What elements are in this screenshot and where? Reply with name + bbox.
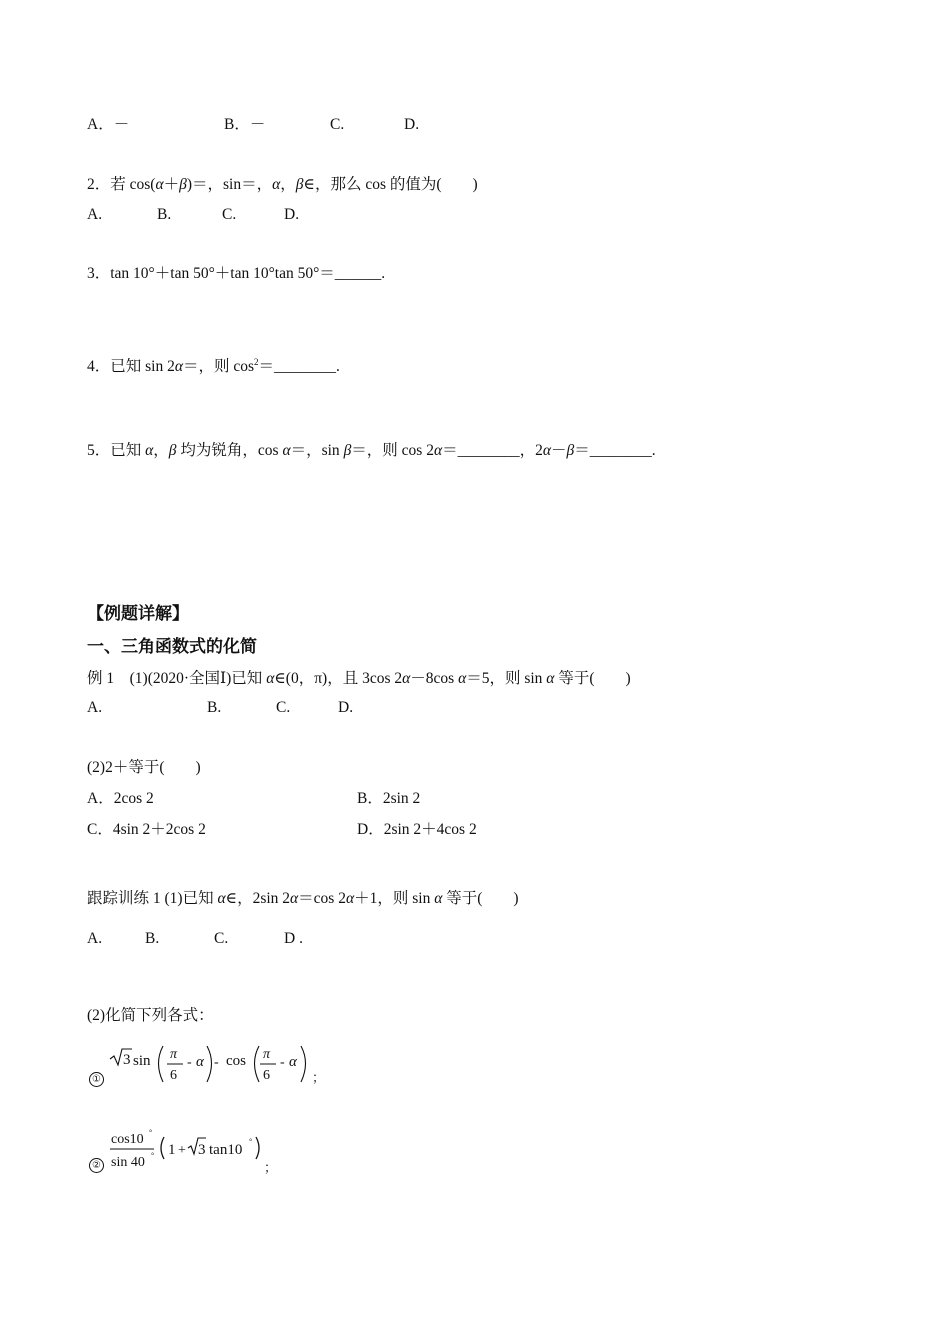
formula2-deg-3: ° [249, 1137, 253, 1146]
formula1-number: ① [89, 1068, 104, 1088]
formula1-den-2: 6 [263, 1068, 270, 1083]
formula1-minus-3: - [280, 1055, 285, 1070]
practice1-option-a: A. [87, 930, 103, 947]
formula2-one: 1 [168, 1142, 176, 1158]
q1-option-b: B．－ [224, 116, 266, 133]
formula2-sqrt-arg: 3 [198, 1142, 206, 1158]
formula2 [108, 1124, 288, 1176]
formula1-sqrt-arg: 3 [123, 1052, 131, 1068]
formula1-sin: sin [133, 1053, 151, 1069]
paren-left [159, 1046, 164, 1082]
formula2-end: ； [264, 1160, 278, 1175]
paren-left-2 [255, 1046, 260, 1082]
example1-option-d: D. [338, 699, 354, 716]
practice1-stem: 跟踪训练 1 (1)已知 α∈，2sin 2α＝cos 2α＋1，则 sin α 等于( ) [87, 890, 519, 907]
formula1 [108, 1038, 328, 1088]
example1-2-option-a: A．2cos 2 [87, 790, 154, 807]
formula2-num: cos10 [111, 1132, 144, 1147]
example1-2-option-d: D．2sin 2＋4cos 2 [357, 821, 477, 838]
formula2-deg-1: ° [149, 1128, 153, 1137]
example1-2-stem: (2)2＋等于( ) [87, 759, 201, 776]
formula1-minus-2: - [214, 1055, 219, 1070]
paren-right-2 [301, 1046, 306, 1082]
paren-left-3 [161, 1137, 164, 1159]
example1-option-a: A. [87, 699, 103, 716]
formula1-alpha-2: α [289, 1054, 297, 1070]
formula1-cos: cos [226, 1053, 246, 1069]
q4-stem: 4．已知 sin 2α＝，则 $\cos^2=\_\_\_\_\_\_\_\_$. [87, 357, 340, 376]
example1-stem: 例 1 (1)(2020·全国Ⅰ)已知 α∈(0，π)，且 3cos 2α－8cos α＝5，则 sin α 等于( ) [87, 670, 631, 687]
q2-option-a: A. [87, 206, 103, 223]
formula1-end: ； [312, 1070, 326, 1085]
q3-stem: 3．tan 10°＋tan 50°＋tan 10°tan 50°＝______. [87, 265, 386, 282]
practice1-option-b: B. [145, 930, 160, 947]
formula2-plus: + [178, 1143, 186, 1158]
q2-option-d: D. [284, 206, 300, 223]
q1-option-d: D. [404, 116, 420, 133]
formula2-deg-2: ° [151, 1151, 155, 1160]
formula1-pi-2: π [263, 1047, 271, 1062]
example1-option-c: C. [276, 699, 291, 716]
formula2-number: ② [89, 1154, 104, 1174]
formula2-den: sin 40 [111, 1155, 145, 1170]
q1-option-c: C. [330, 116, 345, 133]
example1-2-option-c: C．4sin 2＋2cos 2 [87, 821, 206, 838]
paren-right-3 [256, 1137, 259, 1159]
section-title: 【例题详解】 [87, 604, 189, 624]
q2-option-b: B. [157, 206, 172, 223]
formula1-pi: π [170, 1047, 178, 1062]
practice1-option-d: D . [284, 930, 303, 947]
example1-option-b: B. [207, 699, 222, 716]
q2-stem: 2．若 cos(α＋β)＝，sin＝，α，β∈，那么 cos 的值为( ) [87, 176, 478, 193]
paren-right [207, 1046, 212, 1082]
q1-option-a: A．－ [87, 116, 130, 133]
practice1-2-stem: (2)化简下列各式： [87, 1007, 214, 1024]
subsection-title: 一、三角函数式的化简 [87, 637, 257, 657]
formula2-tan: tan10 [209, 1142, 243, 1158]
practice1-option-c: C. [214, 930, 229, 947]
formula1-minus: - [187, 1055, 192, 1070]
example1-2-option-b: B．2sin 2 [357, 790, 421, 807]
formula1-alpha: α [196, 1054, 204, 1070]
q5-stem: 5．已知 α，β 均为锐角，cos α＝，sin β＝，则 cos 2α＝________，2α－β＝________. [87, 442, 656, 459]
formula1-den: 6 [170, 1068, 177, 1083]
q2-option-c: C. [222, 206, 237, 223]
